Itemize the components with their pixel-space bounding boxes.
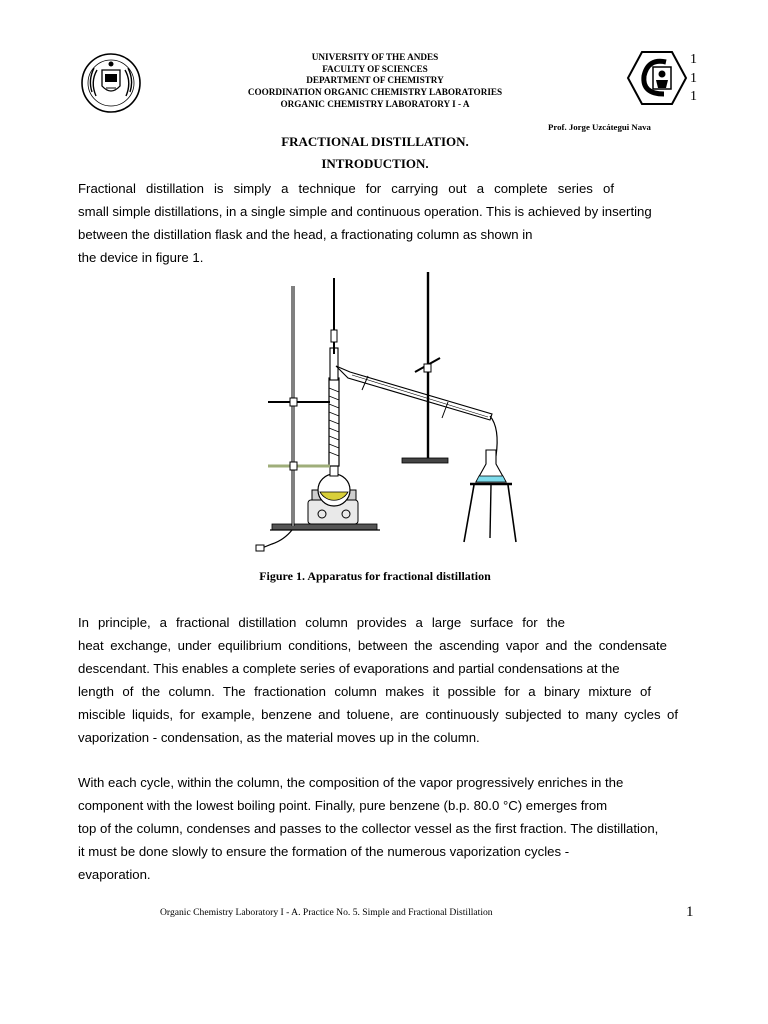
distillation-apparatus-figure <box>250 268 530 558</box>
coordination-name: COORDINATION ORGANIC CHEMISTRY LABORATORIES <box>247 87 503 98</box>
paragraph-line: Fractional distillation is simply a technique for carrying out a complete series of <box>78 181 614 196</box>
paragraph-line: it must be done slowly to ensure the formation of the numerous vaporization cycles - <box>78 844 570 860</box>
paragraph-line: length of the column. The fractionation column makes it possible for a binary mixture of <box>78 684 651 700</box>
university-seal-logo <box>80 52 142 114</box>
paragraph-line: evaporation. <box>78 867 151 883</box>
section-heading: INTRODUCTION. <box>321 156 429 171</box>
cycle-paragraph <box>78 771 680 886</box>
laboratory-logo <box>626 50 688 106</box>
paragraph-line: vaporization - condensation, as the material moves up in the column. <box>78 730 480 746</box>
paragraph-line: small simple distillations, in a single simple and continuous operation. This is achieved by inserting <box>78 204 652 220</box>
author-name: Prof. Jorge Uzcátegui Nava <box>548 122 651 132</box>
document-title: FRACTIONAL DISTILLATION. <box>281 134 469 149</box>
document-code <box>690 51 697 107</box>
code-line: 1 <box>690 52 697 67</box>
intro-paragraph <box>78 177 680 269</box>
laboratory-name: ORGANIC CHEMISTRY LABORATORY I - A <box>280 98 470 109</box>
paragraph-line: miscible liquids, for example, benzene and toluene, are continuously subjected to many cycles of <box>78 707 678 723</box>
institution-header <box>200 52 550 111</box>
paragraph-line: In principle, a fractional distillation column provides a large surface for the <box>78 615 565 630</box>
faculty-name: FACULTY OF SCIENCES <box>322 63 428 74</box>
university-name: UNIVERSITY OF THE ANDES <box>311 52 439 62</box>
principle-paragraph <box>78 611 680 750</box>
code-line: 1 <box>690 89 697 104</box>
paragraph-line: component with the lowest boiling point. Finally, pure benzene (b.p. 80.0 °C) emerges from <box>78 798 608 814</box>
paragraph-line: the device in figure 1. <box>78 250 204 266</box>
paragraph-line: descendant. This enables a complete series of evaporations and partial condensations at the <box>78 661 620 677</box>
paragraph-line: top of the column, condenses and passes to the collector vessel as the first fraction. The distillation, <box>78 821 659 837</box>
paragraph-line: With each cycle, within the column, the composition of the vapor progressively enriches in the <box>78 775 624 790</box>
code-line: 1 <box>690 70 697 86</box>
paragraph-line: heat exchange, under equilibrium conditions, between the ascending vapor and the condensate <box>78 638 667 654</box>
paragraph-line: between the distillation flask and the head, a fractionating column as shown in <box>78 227 533 243</box>
page-number: 1 <box>686 904 694 920</box>
page-footer: Organic Chemistry Laboratory I - A. Practice No. 5. Simple and Fractional Distillation <box>160 907 493 918</box>
figure-caption: Figure 1. Apparatus for fractional distillation <box>259 569 491 583</box>
department-name: DEPARTMENT OF CHEMISTRY <box>306 75 444 86</box>
